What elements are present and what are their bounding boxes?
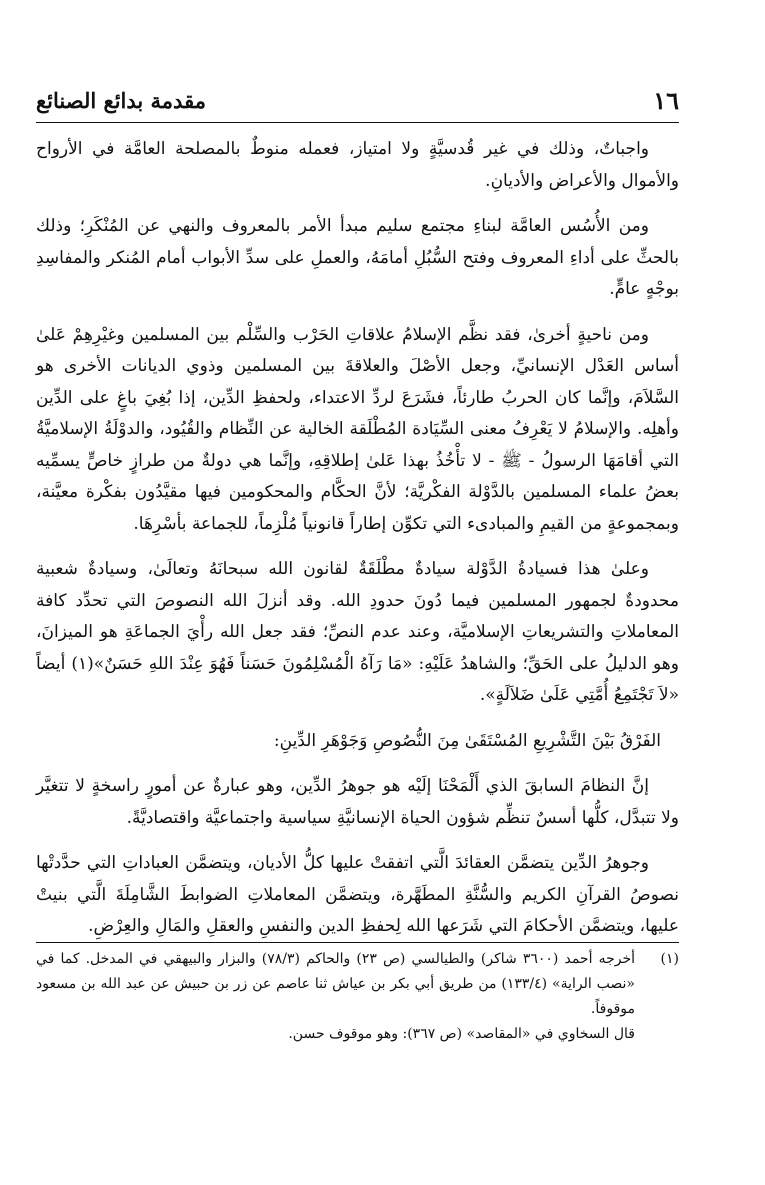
footnote-continuation: قال السخاوي في «المقاصد» (ص ٣٦٧): وهو موقوف حسن. (288, 1026, 635, 1042)
running-title: مقدمة بدائع الصنائع (36, 88, 206, 113)
page-header (36, 82, 679, 123)
footnote (36, 947, 679, 1022)
page-number: ١٦ (653, 86, 679, 115)
footnotes (36, 942, 679, 1047)
paragraph: ومن ناحيةٍ أخرىٰ، فقد نظَّم الإسلامُ علاقاتِ الحَرْب والسِّلْم بين المسلمين وغيْرِهِمْ عَلىٰ أساس العَدْل الإنسانيِّ، وجعل الأصْلَ والعلاقةَ بين المسلمين وذوي الديانات الأخرى هو السَّلاَمَ، وإنَّما كان الحربُ طارئاً، فشَرَعَ لردِّ الاعتداء، ولحفظِ الدِّين، إذا بُغِيَ باغٍ على الدِّين وأهلِه. والإسلامُ لا يَعْرِفُ معنى السِّيَادة المُطْلَقة الخالية عن النِّظام والقُيُود، والدوْلَةُ الإسلاميَّةُ التي أقامَهَا الرسولُ - ﷺ - لا تأْخُذُ بهذا عَلىٰ إطلاقِهِ، وإنَّما هي دولةٌ من طرازٍ خاصٍّ يسمِّيه بعضُ علماء المسلمين بالدَّوْلة الفكْريَّة؛ لأنَّ الحكَّام والمحكومين فيها مقيَّدُون بفكْرة معيَّنة، وبمجموعةٍ من القيمِ والمبادىء التي تكوِّن إطاراً قانونياً مُلْزِماً، للجماعة بأسْرِهَا. (36, 324, 679, 534)
paragraph: وجوهرُ الدِّين يتضمَّن العقائدَ الَّتي اتفقتْ عليها كلُّ الأديان، ويتضمَّن العباداتِ التي حدَّدتْها نصوصُ القرآنِ الكريم والسُّنَّةِ المطَهَّرة، ويتضمَّن المعاملاتِ الضوابطَ الشَّامِلَةَ الَّتي بنيتْ عليها، ويتضمَّن الأحكامَ التي شَرَعها الله لِحفظِ الدين والنفسِ والعقلِ والمَالِ والعِرْضِ. (36, 853, 679, 936)
section-subheading: الفَرْقُ بَيْنَ التَّشْرِيعِ المُسْتَقَىٰ مِنَ النُّصُوصِ وَجَوْهَرِ الدِّينِ: (273, 730, 661, 751)
paragraph: إنَّ النظامَ السابقَ الذي أَلْمَحْنَا إلَيْه هو جوهرُ الدِّين، وهو عبارةٌ عن أمورٍ راسخةٍ لا تتغيَّر ولا تتبدَّل، كلُّها أسسٌ تنظِّم شؤون الحياة الإنسانيَّةِ سياسية واجتماعيَّة واقتصاديَّةً. (36, 776, 679, 828)
main-text (36, 134, 679, 943)
paragraph: وعلىٰ هذا فسيادةُ الدَّوْلة سيادةٌ مطْلَقَةٌ لقانون الله سبحانَهُ وتعالَىٰ، وسيادةٌ شعبية محدودةٌ لجمهور المسلمين فيما دُونَ حدودِ الله. وقد أنزلَ الله النصوصَ التي تحدِّد كافة المعاملاتِ والتشريعاتِ الإسلاميَّة، وعند عدم النصِّ؛ فقد جعل الله رأْيَ الجماعَةِ هو الميزانَ، وهو الدليلُ على الحَقِّ؛ والشاهدُ عَلَيْهِ: «مَا رَآهُ الْمُسْلِمُونَ حَسَناً فَهُوَ عِنْدَ اللهِ حَسَنٌ»(١) أيضاً «لاَ تَجْتَمِعُ أُمَّتِي عَلَىٰ ضَلاَلَةٍ». (36, 559, 679, 705)
footnote-text: أخرجه أحمد (٣٦٠٠ شاكر) والطيالسي (ص ٢٣) والحاكم (٧٨/٣) والبزار والبيهقي في المدخل. كما في «نصب الراية» (١٣٣/٤) من طريق أبي بكر بن عياش ثنا عاصم عن زر بن حبيش عن عبد الله بن مسعود موقوفاً. (36, 951, 636, 1017)
paragraph: ومن الأُسُس العامَّة لبناءِ مجتمع سليم مبدأ الأمر بالمعروف والنهي عن المُنْكَرِ؛ وذلك بالحثِّ على أداءِ المعروف وفتح السُّبُلِ أمامَهُ، والعملِ على سدِّ الأبواب أمام المُنكر والمفاسِدِ بوجْهٍ عامٍّ. (36, 216, 679, 299)
footnote-marker: (١) (660, 951, 679, 967)
paragraph: واجباتٌ، وذلك في غير قُدسيَّةٍ ولا امتياز، فعمله منوطٌ بالمصلحة العامَّة في الأرواح والأموال والأعراض والأديانِ. (36, 139, 679, 191)
